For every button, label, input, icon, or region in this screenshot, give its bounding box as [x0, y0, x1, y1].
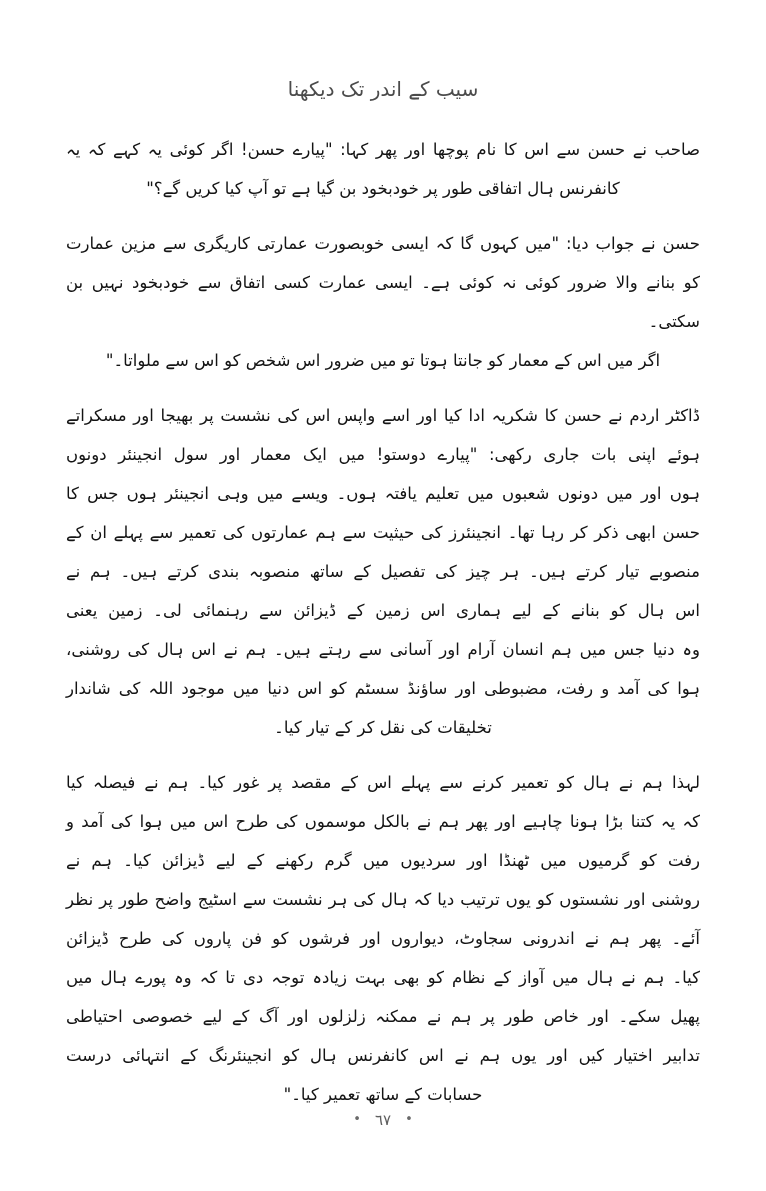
paragraph: [66, 763, 700, 1114]
text-line: ہوئے اپنی بات جاری رکھی: "پیارے دوستو! میں ایک معمار اور سول انجینئر دونوں: [66, 445, 700, 464]
page-title: سیب کے اندر تک دیکھنا: [287, 77, 479, 101]
page-number: ٦٧: [374, 1111, 392, 1129]
text-line: حسن نے جواب دیا: "میں کہوں گا کہ ایسی خوبصورت عمارتی کاریگری سے مزین عمارت: [66, 234, 700, 253]
text-line: کو بنانے والا ضرور کوئی نہ کوئی ہے۔ ایسی عمارت کسی اتفاق سے خودبخود نہیں بن سکتی۔: [66, 273, 700, 331]
text-line: کہ یہ کتنا بڑا ہونا چاہیے اور پھر ہم نے بالکل موسموں کی طرح اس میں ہوا کی آمد و: [66, 812, 700, 831]
text-line: آئے۔ پھر ہم نے اندرونی سجاوٹ، دیواروں اور فرشوں کو فن پاروں کی طرح ڈیزائن: [66, 929, 700, 948]
text-line: وہ دنیا جس میں ہم انسان آرام اور آسانی سے رہتے ہیں۔ ہم نے اس ہال کی روشنی،: [66, 640, 700, 659]
text-line: منصوبے تیار کرتے ہیں۔ ہر چیز کی تفصیل کے ساتھ منصوبہ بندی کرتے ہیں۔ ہم نے: [66, 562, 700, 581]
paragraph: [66, 224, 700, 380]
text-line: روشنی اور نشستوں کو یوں ترتیب دیا کہ ہال کی ہر نشست سے اسٹیج واضح طور پر نظر: [66, 890, 700, 909]
text-line: کانفرنس ہال اتفاقی طور پر خودبخود بن گیا ہے تو آپ کیا کریں گے؟": [146, 179, 620, 198]
bullet-icon: •: [353, 1112, 361, 1127]
bullet-icon: •: [405, 1112, 413, 1127]
text-line: پھیل سکے۔ اور خاص طور پر ہم نے ممکنہ زلزلوں اور آگ کے لیے خصوصی احتیاطی: [66, 1007, 700, 1026]
paragraph: [66, 130, 700, 208]
text-line: اگر میں اس کے معمار کو جانتا ہوتا تو میں ضرور اس شخص کو اس سے ملواتا۔": [105, 351, 661, 370]
text-line: لہذا ہم نے ہال کو تعمیر کرنے سے پہلے اس کے مقصد پر غور کیا۔ ہم نے فیصلہ کیا: [66, 773, 700, 792]
text-line: ہوں اور میں دونوں شعبوں میں تعلیم یافتہ ہوں۔ ویسے میں وہی انجینئر ہوں جس کا: [66, 484, 700, 503]
text-line: تدابیر اختیار کیں اور یوں ہم نے اس کانفرنس ہال کو انجینئرنگ کے انتہائی درست: [66, 1046, 700, 1065]
text-line: رفت کو گرمیوں میں ٹھنڈا اور سردیوں میں گرم رکھنے کے لیے ڈیزائن کیا۔ ہم نے: [66, 851, 700, 870]
text-line: صاحب نے حسن سے اس کا نام پوچھا اور پھر کہا: "پیارے حسن! اگر کوئی یہ کہے کہ یہ: [66, 140, 700, 159]
text-line: حسن ابھی ذکر کر رہا تھا۔ انجینئرز کی حیثیت سے ہم عمارتوں کی تعمیر سے پہلے ان کے: [66, 523, 700, 542]
text-line: ہوا کی آمد و رفت، مضبوطی اور ساؤنڈ سسٹم کو اس دنیا میں موجود اللہ کی شاندار: [66, 679, 700, 698]
page-footer: [0, 1111, 766, 1129]
text-line: کیا۔ ہم نے ہال میں آواز کے نظام کو بھی بہت زیادہ توجہ دی تا کہ وہ پورے ہال میں: [66, 968, 700, 987]
text-line: حسابات کے ساتھ تعمیر کیا۔": [283, 1085, 483, 1104]
paragraph: [66, 396, 700, 747]
text-line: اس ہال کو بنانے کے لیے ہماری اس زمین کے ڈیزائن سے رہنمائی لی۔ زمین یعنی: [66, 601, 700, 620]
page-body: [66, 130, 700, 1114]
text-line: تخلیقات کی نقل کر کے تیار کیا۔: [274, 718, 492, 737]
text-line: ڈاکٹر اردم نے حسن کا شکریہ ادا کیا اور اسے واپس اس کی نشست پر بھیجا اور مسکراتے: [66, 406, 700, 425]
